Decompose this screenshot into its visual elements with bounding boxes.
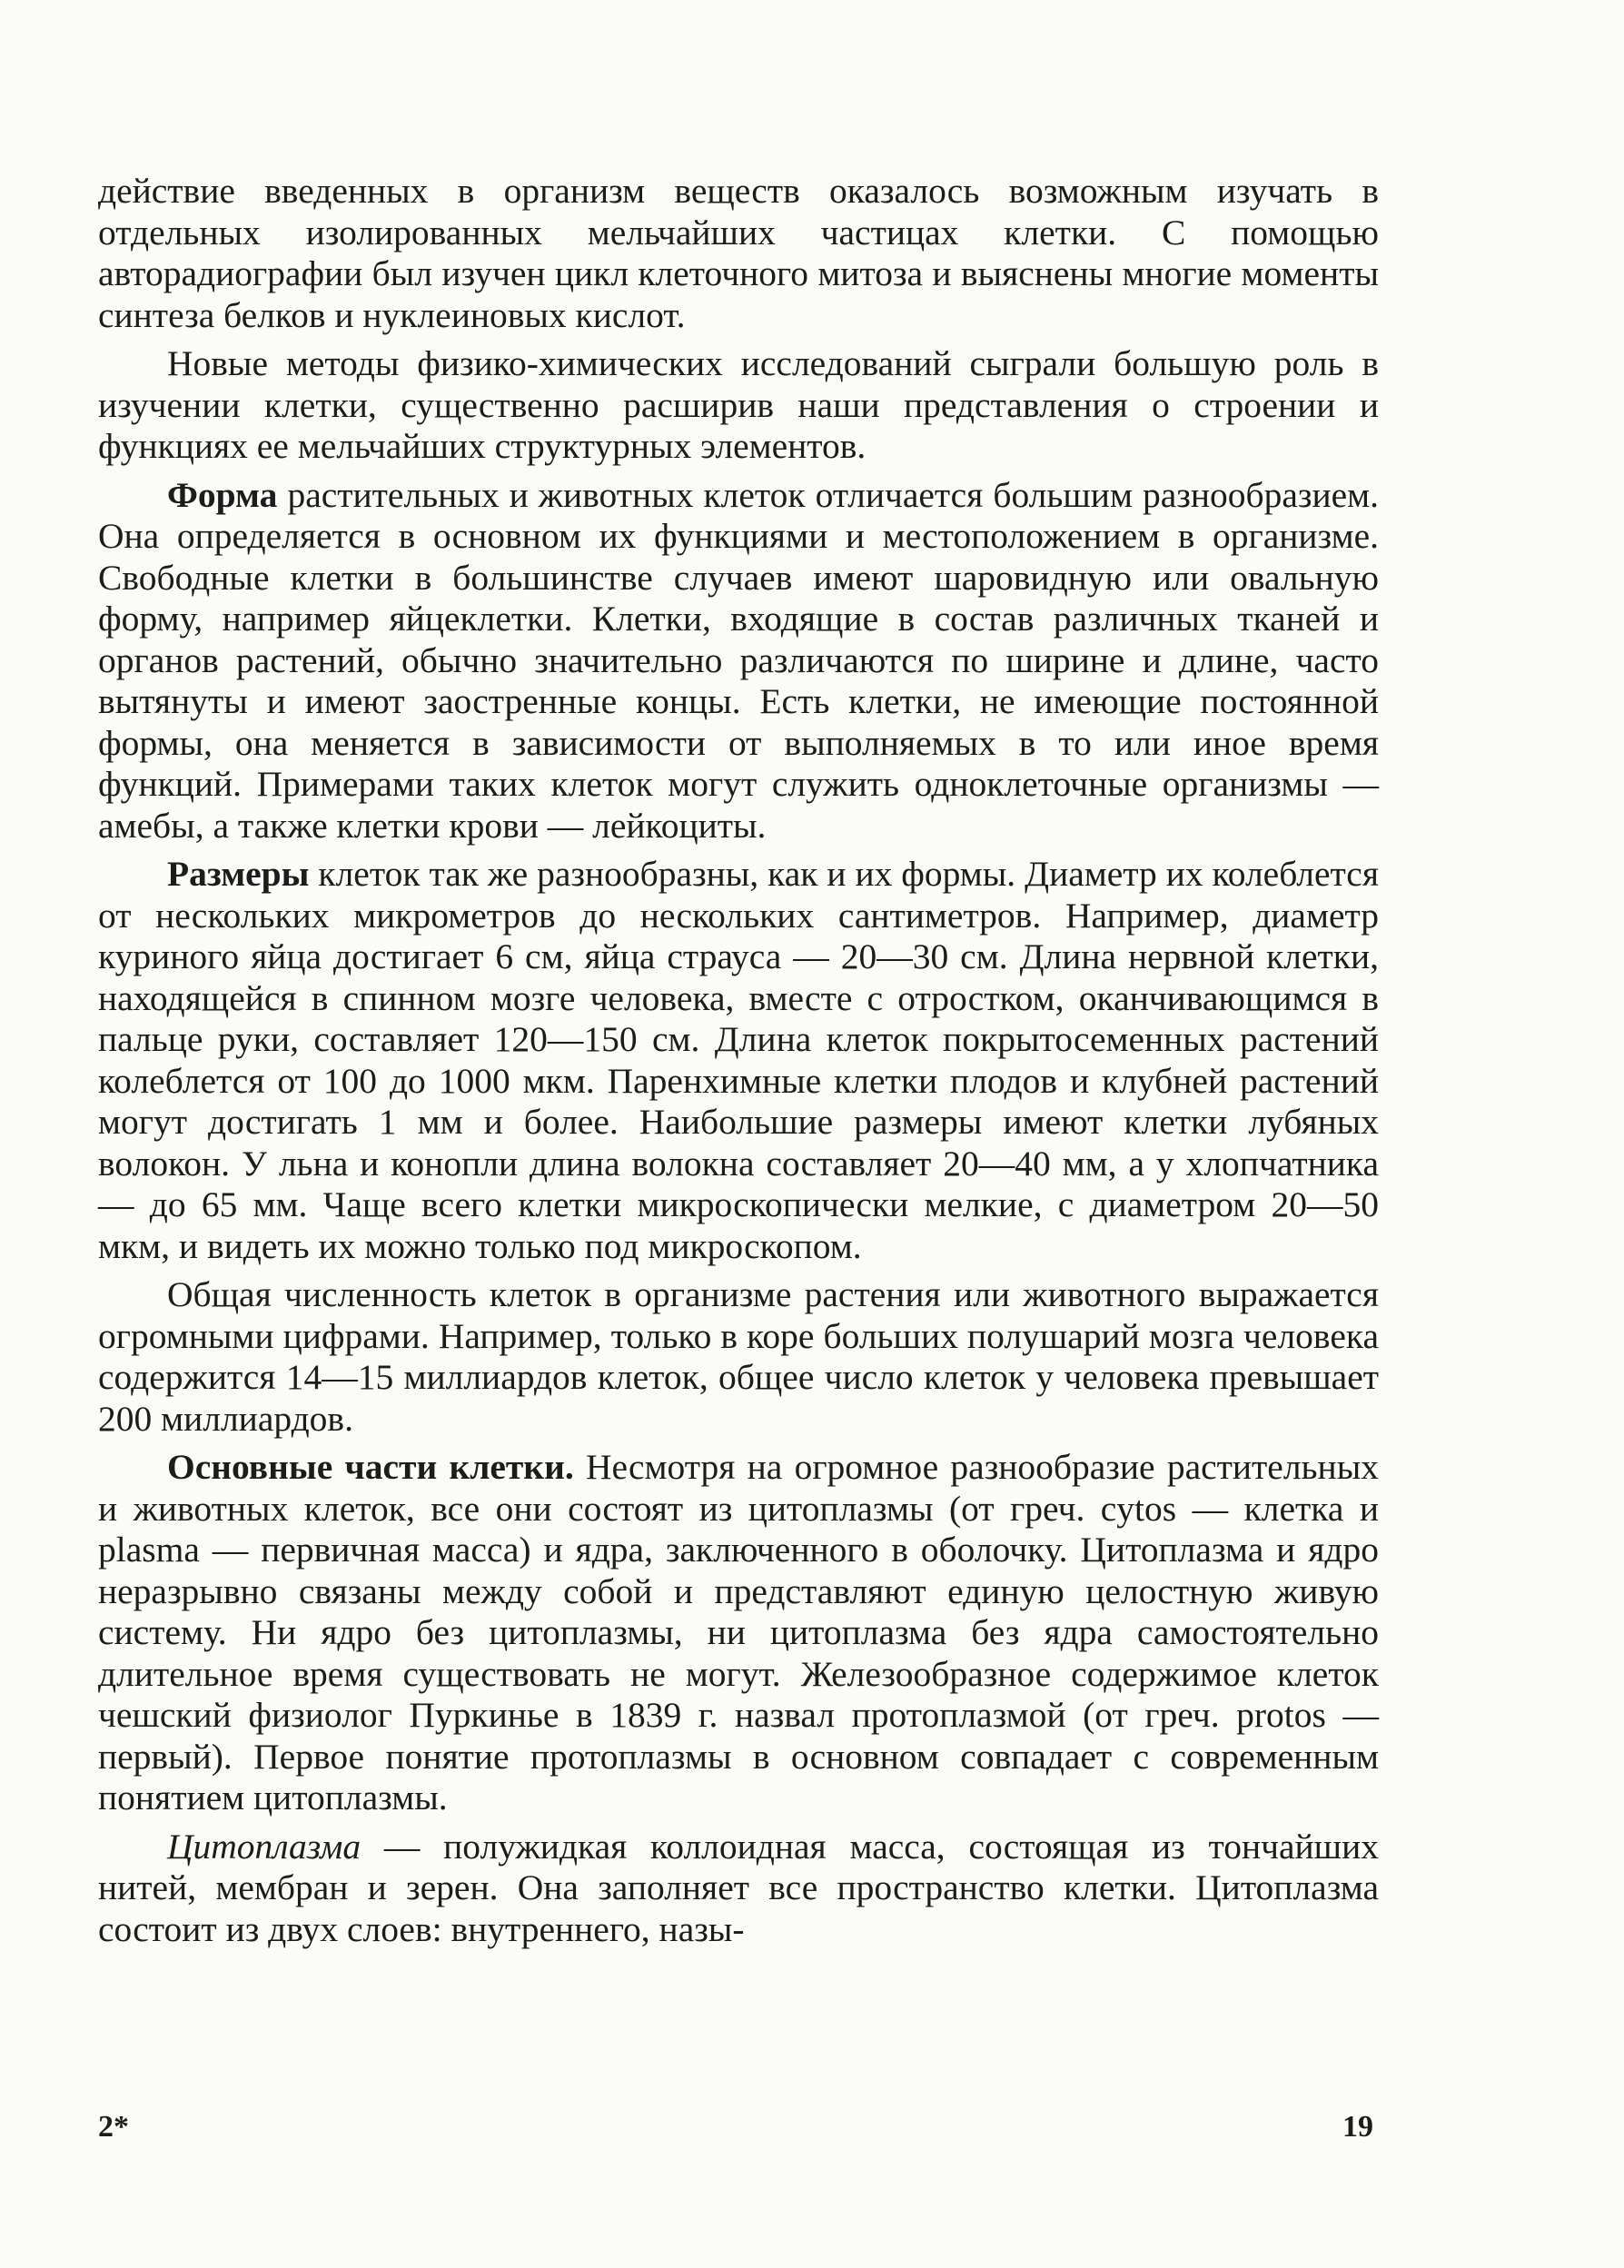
page-body bbox=[98, 171, 1379, 1957]
paragraph-5 bbox=[98, 1274, 1379, 1440]
paragraph-6-lead: Основные части клетки. bbox=[167, 1447, 574, 1487]
paragraph-5-text: Общая численность клеток в организме растения или животного выражается огромными цифрами. Например, только в коре больших полушарий мозга человека содержится 14—15 миллиардов клеток, общее число клеток у человека превышает 200 миллиардов. bbox=[98, 1274, 1379, 1439]
paragraph-3-text: растительных и животных клеток отличается большим разнообразием. Она определяется в основном их функциями и местоположением в организме. Свободные клетки в большинстве случаев имеют шаровидную или овальную форму, например яйцеклетки. Клетки, входящие в состав различных тканей и органов растений, обычно значительно различаются по ширине и длине, часто вытянуты и имеют заостренные концы. Есть клетки, не имеющие постоянной формы, она меняется в зависимости от выполняемых в то или иное время функций. Примерами таких клеток могут служить одноклеточные организмы — амебы, а также клетки крови — лейкоциты. bbox=[98, 474, 1379, 846]
paragraph-4-text: клеток так же разнообразны, как и их формы. Диаметр их колеблется от нескольких микрометров до нескольких сантиметров. Например, диаметр куриного яйца достигает 6 см, яйца страуса — 20—30 см. Длина нервной клетки, находящейся в спинном мозге человека, вместе с отростком, оканчивающимся в пальце руки, составляет 120—150 см. Длина клеток покрытосеменных растений колеблется от 100 до 1000 мкм. Паренхимные клетки плодов и клубней растений могут достигать 1 мм и более. Наибольшие размеры имеют клетки лубяных волокон. У льна и конопли длина волокна составляет 20—40 мм, а у хлопчатника — до 65 мм. Чаще всего клетки микроскопически мелкие, с диаметром 20—50 мкм, и видеть их можно только под микроскопом. bbox=[98, 854, 1379, 1266]
paragraph-4-lead: Размеры bbox=[167, 854, 310, 894]
paragraph-6-text: Несмотря на огромное разнообразие растительных и животных клеток, все они состоят из цитоплазмы (от греч. cytos — клетка и plasma — первичная масса) и ядра, заключенного в оболочку. Цитоплазма и ядро неразрывно связаны между собой и представляют единую целостную живую систему. Ни ядро без цитоплазмы, ни цитоплазма без ядра самостоятельно длительное время существовать не могут. Железообразное содержимое клеток чешский физиолог Пуркинье в 1839 г. назвал протоплазмой (от греч. protos — первый). Первое понятие протоплазмы в основном совпадает с современным понятием цитоплазмы. bbox=[98, 1447, 1379, 1817]
signature-mark: 2* bbox=[98, 2110, 129, 2144]
paragraph-3-lead: Форма bbox=[167, 474, 278, 515]
paragraph-6 bbox=[98, 1447, 1379, 1819]
paragraph-3 bbox=[98, 475, 1379, 847]
paragraph-4 bbox=[98, 854, 1379, 1267]
paragraph-1-text: действие введенных в организм веществ оказалось возможным изучать в отдельных изолированных мельчайших частицах клетки. С помощью авторадиографии был изучен цикл клеточного митоза и выяснены многие моменты синтеза белков и нуклеиновых кислот. bbox=[98, 171, 1379, 335]
paragraph-7-text: — полужидкая коллоидная масса, состоящая из тончайших нитей, мембран и зерен. Она заполняет все пространство клетки. Цитоплазма состоит из двух слоев: внутреннего, назы- bbox=[98, 1826, 1379, 1949]
paragraph-1 bbox=[98, 171, 1379, 336]
paragraph-2-text: Новые методы физико-химических исследований сыграли большую роль в изучении клетки, существенно расширив наши представления о строении и функциях ее мельчайших структурных элементов. bbox=[98, 343, 1379, 466]
paragraph-2 bbox=[98, 343, 1379, 468]
page-number: 19 bbox=[1342, 2110, 1373, 2144]
paragraph-7 bbox=[98, 1827, 1379, 1951]
paragraph-7-lead: Цитоплазма bbox=[167, 1826, 361, 1867]
